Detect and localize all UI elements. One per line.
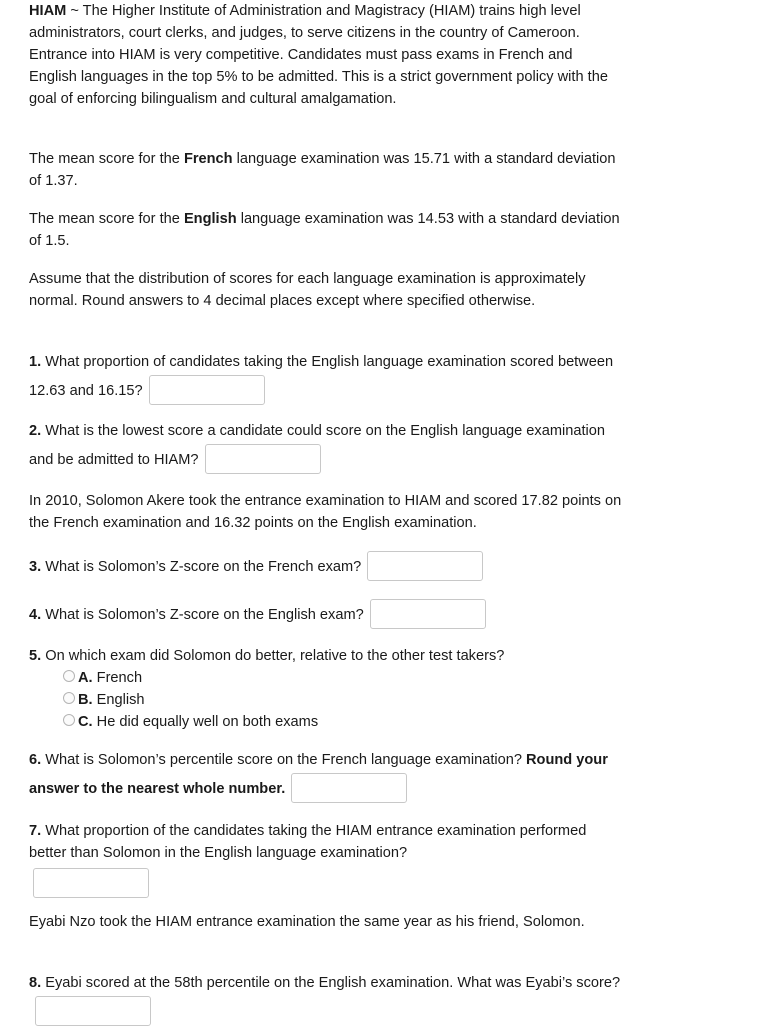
question-1-text: What proportion of candidates taking the English language examination scored between 12.63 and 16.15? [29,354,614,399]
french-stat-paragraph [29,148,624,192]
question-8-number: 8. [29,975,42,991]
question-6-text: What is Solomon’s percentile score on the French language examination? [41,752,527,768]
english-stat-pre: The mean score for the [29,211,184,227]
intro-lead: HIAM [29,3,67,19]
question-7 [29,820,624,901]
question-4 [29,600,624,630]
question-1-number: 1. [29,354,42,370]
question-7-answer-input[interactable] [33,868,149,898]
question-7-text: What proportion of the candidates taking the HIAM entrance examination performed better than Solomon in the English language examination? [29,823,587,861]
assumption-paragraph [29,268,624,312]
question-2-answer-input[interactable] [205,444,321,474]
eyabi-intro-text: Eyabi Nzo took the HIAM entrance examination the same year as his friend, Solomon. [29,914,585,930]
intro-paragraph [29,0,624,110]
option-c-text: He did equally well on both exams [92,714,319,730]
option-a-radio[interactable] [63,670,75,682]
french-stat-post: language examination was 15.71 with a standard deviation of 1.37. [29,151,616,189]
question-5-option-c[interactable] [63,711,318,733]
question-3-text: What is Solomon’s Z-score on the French exam? [41,558,362,575]
question-5-text: On which exam did Solomon do better, relative to the other test takers? [41,648,505,664]
french-stat-pre: The mean score for the [29,151,184,167]
option-b-text: English [92,692,145,708]
solomon-intro-paragraph [29,490,624,534]
question-5 [29,645,624,735]
question-5-option-a[interactable] [63,667,142,689]
english-stat-paragraph [29,208,624,252]
assumption-text: Assume that the distribution of scores for each language examination is approximately normal. Round answers to 4 decimal places except where specified otherwise. [29,271,586,309]
option-c-radio[interactable] [63,714,75,726]
question-6-answer-input[interactable] [291,773,407,803]
question-1-answer-input[interactable] [149,375,265,405]
option-a-text: French [92,670,143,686]
question-3 [29,552,624,582]
solomon-intro-text: In 2010, Solomon Akere took the entrance examination to HIAM and scored 17.82 points on the French examination and 16.32 points on the English examination. [29,493,622,531]
question-8-answer-input[interactable] [35,996,151,1026]
question-8-text: Eyabi scored at the 58th percentile on the English examination. What was Eyabi’s score? [41,975,621,991]
question-2-text: What is the lowest score a candidate could score on the English language examination and be admitted to HIAM? [29,423,605,468]
intro-separator: ~ [66,3,83,19]
question-6 [29,747,624,804]
question-3-answer-input[interactable] [367,551,483,581]
question-5-number: 5. [29,648,42,664]
question-7-number: 7. [29,823,42,839]
question-4-answer-input[interactable] [370,599,486,629]
question-4-text: What is Solomon’s Z-score on the English exam? [41,606,364,623]
english-stat-post: language examination was 14.53 with a standard deviation of 1.5. [29,211,620,249]
english-stat-lang: English [183,211,237,227]
question-2-number: 2. [29,423,42,439]
french-stat-lang: French [183,151,233,167]
eyabi-intro-paragraph [29,911,624,933]
question-1 [29,349,624,406]
question-2 [29,418,624,475]
option-b-letter: B. [78,692,93,708]
question-6-number: 6. [29,752,42,768]
question-8 [29,970,624,1027]
option-b-radio[interactable] [63,692,75,704]
option-a-letter: A. [78,670,93,686]
question-6-rounding-note: Round your answer to the nearest whole number. [29,752,608,797]
option-c-letter: C. [78,714,93,730]
intro-text: The Higher Institute of Administration and Magistracy (HIAM) trains high level administrators, court clerks, and judges, to serve citizens in the country of Cameroon. Entrance into HIAM is very competitive. Candidates must pass exams in French and English languages in the top 5% to be admitted. This is a strict government policy with the goal of enforcing bilingualism and cultural amalgamation. [29,3,608,107]
question-4-number: 4. [29,606,42,623]
question-5-option-b[interactable] [63,689,145,711]
question-3-number: 3. [29,558,42,575]
